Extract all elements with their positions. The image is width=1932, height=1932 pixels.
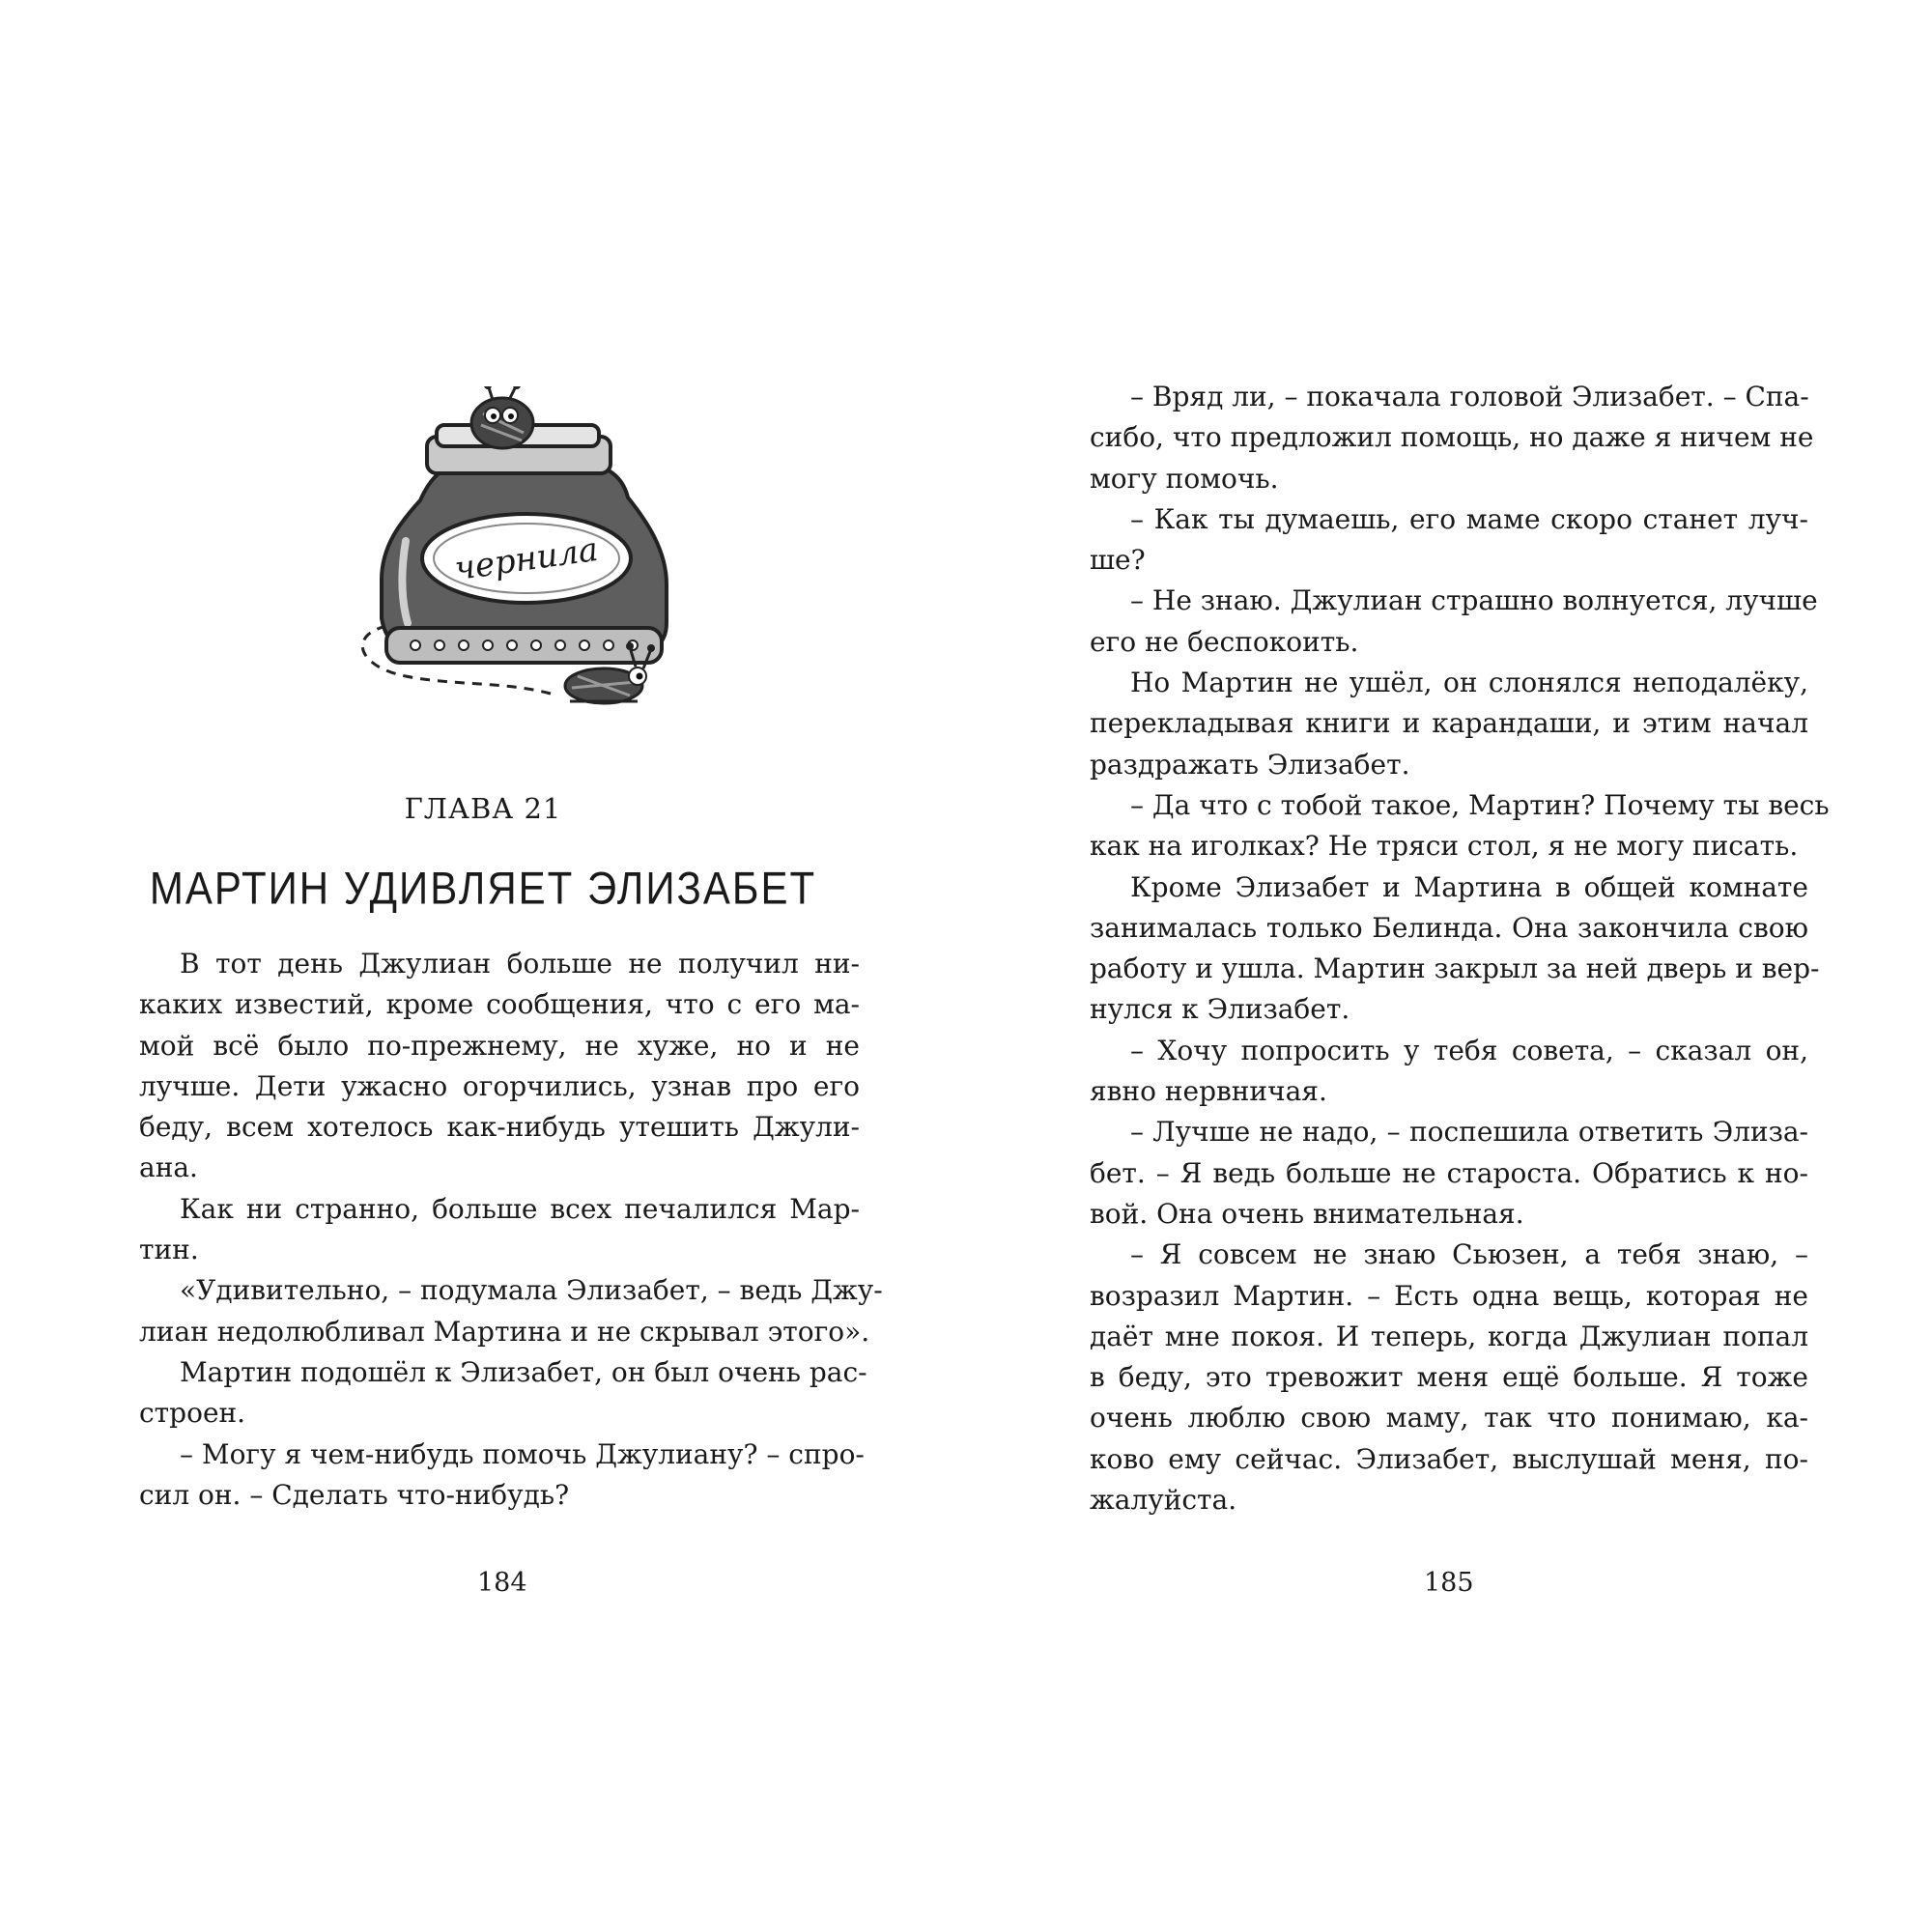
text-line: работу и ушла. Мартин закрыл за ней дверь и вер- xyxy=(1090,952,1820,985)
left-page-body xyxy=(139,944,883,1516)
text-line: Кроме Элизабет и Мартина в общей комнате xyxy=(1130,870,1808,903)
text-line: жалуйста. xyxy=(1090,1484,1237,1517)
page-number: 184 xyxy=(477,1568,527,1598)
text-line: – Не знаю. Джулиан страшно волнуется, лучше xyxy=(1130,584,1818,617)
text-line: перекладывая книги и карандаши, и этим начал xyxy=(1090,707,1808,740)
page-number: 185 xyxy=(1424,1568,1474,1598)
text-line: – Да что с тобой такое, Мартин? Почему ты весь xyxy=(1130,788,1830,821)
text-line: каких известий, кроме сообщения, что с его ма- xyxy=(139,988,860,1021)
text-line: явно нервничая. xyxy=(1090,1075,1327,1108)
text-line: нулся к Элизабет. xyxy=(1090,993,1350,1026)
text-line: – Лучше не надо, – поспешила ответить Элиза- xyxy=(1130,1116,1808,1149)
chapter-title: МАРТИН УДИВЛЯЕТ ЭЛИЗАБЕТ xyxy=(149,863,817,914)
text-line: его не беспокоить. xyxy=(1090,625,1359,658)
text-line: Но Мартин не ушёл, он слонялся неподалёку, xyxy=(1130,667,1808,699)
text-line: ана. xyxy=(139,1151,198,1184)
text-line: как на иголках? Не тряси стол, я не могу писать. xyxy=(1090,830,1799,863)
text-line: лиан недолюбливал Мартина и не скрывал этого». xyxy=(139,1315,870,1348)
text-line: – Я совсем не знаю Сьюзен, а тебя знаю, – xyxy=(1130,1238,1808,1271)
bottle-base xyxy=(386,628,662,663)
text-line: могу помочь. xyxy=(1090,462,1279,495)
text-line: В тот день Джулиан больше не получил ни- xyxy=(180,948,860,980)
text-line: ше? xyxy=(1090,544,1146,577)
text-line: раздражать Элизабет. xyxy=(1090,748,1410,781)
text-line: Как ни странно, больше всех печалился Мар- xyxy=(180,1192,860,1225)
text-line: – Хочу попросить у тебя совета, – сказал он, xyxy=(1130,1034,1808,1066)
text-line: – Могу я чем-нибудь помочь Джулиану? – спро- xyxy=(180,1437,865,1470)
bottle-label-text: чернила xyxy=(452,529,601,589)
chapter-number: ГЛАВА 21 xyxy=(404,792,562,825)
text-line: ково ему сейчас. Элизабет, выслушай меня, по- xyxy=(1090,1442,1808,1475)
beetle-top-icon xyxy=(471,386,533,448)
text-line: сибо, что предложил помощь, но даже я ничем не xyxy=(1090,421,1814,454)
right-page xyxy=(966,0,1932,1932)
text-line: в беду, это тревожит меня ещё больше. Я тоже xyxy=(1090,1361,1808,1394)
text-line: – Как ты думаешь, его маме скоро станет луч- xyxy=(1130,502,1808,535)
text-line: очень люблю свою маму, так что понимаю, ка- xyxy=(1090,1402,1808,1435)
text-line: мой всё было по-прежнему, не хуже, но и не xyxy=(139,1029,860,1062)
text-line: – Вряд ли, – покачала головой Элизабет. – Спа- xyxy=(1130,381,1809,412)
right-page-body xyxy=(1090,377,1830,1520)
text-line: «Удивительно, – подумала Элизабет, – ведь Джу- xyxy=(180,1274,883,1307)
ink-bottle-illustration xyxy=(348,386,715,734)
text-line: бет. – Я ведь больше не староста. Обратись к но- xyxy=(1090,1156,1808,1189)
text-line: даёт мне покоя. И теперь, когда Джулиан попал xyxy=(1090,1320,1808,1352)
text-line: беду, всем хотелось как-нибудь утешить Джули- xyxy=(139,1111,860,1144)
text-line: тин. xyxy=(139,1234,199,1266)
text-line: сил он. – Сделать что-нибудь? xyxy=(139,1478,570,1511)
text-line: вой. Она очень внимательная. xyxy=(1090,1197,1524,1230)
text-line: строен. xyxy=(139,1397,246,1430)
text-line: занималась только Белинда. Она закончила свою xyxy=(1090,911,1808,944)
text-line: Мартин подошёл к Элизабет, он был очень рас- xyxy=(180,1355,867,1388)
text-line: возразил Мартин. – Есть одна вещь, которая не xyxy=(1090,1279,1808,1312)
text-line: лучше. Дети ужасно огорчились, узнав про его xyxy=(139,1069,860,1102)
